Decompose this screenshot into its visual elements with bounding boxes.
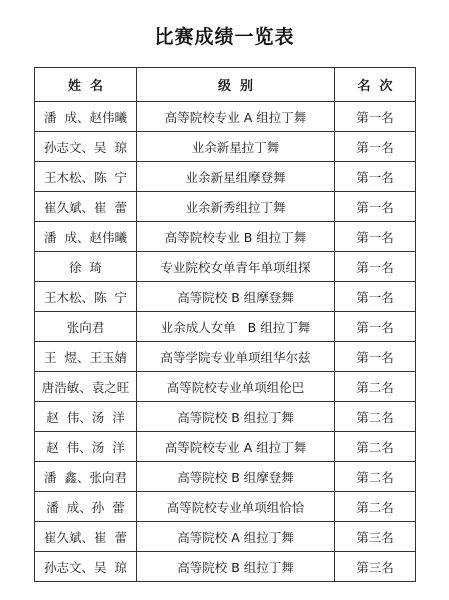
- table-header-row: [35, 68, 416, 102]
- cell-rank: 第三名: [335, 552, 416, 582]
- cell-name: 崔久斌、崔 蕾: [35, 522, 137, 552]
- cell-level: 高等院校专业 A 组拉丁舞: [137, 102, 335, 132]
- cell-level: 高等学院专业单项组华尔兹: [137, 342, 335, 372]
- cell-name: 赵 伟、汤 洋: [35, 432, 137, 462]
- cell-name: 王木松、陈 宁: [35, 162, 137, 192]
- table-row: [35, 282, 416, 312]
- cell-rank: 第一名: [335, 192, 416, 222]
- cell-rank: 第二名: [335, 372, 416, 402]
- cell-rank: 第二名: [335, 402, 416, 432]
- cell-name: 赵 伟、汤 洋: [35, 402, 137, 432]
- cell-level: 高等院校 A 组拉丁舞: [137, 522, 335, 552]
- table-row: [35, 432, 416, 462]
- cell-name: 潘 成、赵伟曦: [35, 222, 137, 252]
- cell-name: 王 煜、王玉婧: [35, 342, 137, 372]
- table-row: [35, 252, 416, 282]
- cell-level: 高等院校专业单项组恰恰: [137, 492, 335, 522]
- cell-rank: 第二名: [335, 432, 416, 462]
- table-row: [35, 312, 416, 342]
- cell-level: 业余成人女单 B 组拉丁舞: [137, 312, 335, 342]
- table-row: [35, 342, 416, 372]
- cell-rank: 第一名: [335, 132, 416, 162]
- cell-level: 高等院校专业 A 组拉丁舞: [137, 432, 335, 462]
- table-row: [35, 132, 416, 162]
- table-row: [35, 492, 416, 522]
- table-row: [35, 402, 416, 432]
- results-table: [34, 67, 416, 582]
- cell-level: 高等院校 B 组摩登舞: [137, 282, 335, 312]
- cell-level: 高等院校 B 组拉丁舞: [137, 552, 335, 582]
- table-row: [35, 552, 416, 582]
- table-row: [35, 162, 416, 192]
- page-title: 比赛成绩一览表: [154, 26, 295, 48]
- header-level: 级 别: [137, 68, 335, 102]
- header-name: 姓 名: [35, 68, 137, 102]
- cell-rank: 第一名: [335, 312, 416, 342]
- cell-rank: 第一名: [335, 162, 416, 192]
- cell-name: 潘 成、孙 蕾: [35, 492, 137, 522]
- header-rank: 名 次: [335, 68, 416, 102]
- cell-level: 高等院校专业单项组伦巴: [137, 372, 335, 402]
- cell-name: 王木松、陈 宁: [35, 282, 137, 312]
- cell-name: 唐浩敏、袁之旺: [35, 372, 137, 402]
- cell-rank: 第一名: [335, 342, 416, 372]
- table-row: [35, 372, 416, 402]
- cell-level: 高等院校专业 B 组拉丁舞: [137, 222, 335, 252]
- cell-level: 专业院校女单青年单项组探: [137, 252, 335, 282]
- table-row: [35, 102, 416, 132]
- cell-rank: 第一名: [335, 222, 416, 252]
- cell-level: 高等院校 B 组摩登舞: [137, 462, 335, 492]
- cell-rank: 第三名: [335, 522, 416, 552]
- cell-level: 高等院校 B 组拉丁舞: [137, 402, 335, 432]
- cell-name: 孙志文、吴 琼: [35, 132, 137, 162]
- cell-name: 潘 成、赵伟曦: [35, 102, 137, 132]
- cell-rank: 第一名: [335, 252, 416, 282]
- table-row: [35, 192, 416, 222]
- cell-name: 崔久斌、崔 蕾: [35, 192, 137, 222]
- cell-rank: 第二名: [335, 492, 416, 522]
- cell-level: 业余新星拉丁舞: [137, 132, 335, 162]
- cell-name: 孙志文、吴 琼: [35, 552, 137, 582]
- cell-rank: 第一名: [335, 102, 416, 132]
- cell-name: 张向君: [35, 312, 137, 342]
- cell-level: 业余新星组摩登舞: [137, 162, 335, 192]
- cell-name: 徐 琦: [35, 252, 137, 282]
- table-row: [35, 522, 416, 552]
- cell-name: 潘 鑫、张向君: [35, 462, 137, 492]
- cell-rank: 第二名: [335, 462, 416, 492]
- cell-rank: 第一名: [335, 282, 416, 312]
- table-row: [35, 462, 416, 492]
- table-row: [35, 222, 416, 252]
- cell-level: 业余新秀组拉丁舞: [137, 192, 335, 222]
